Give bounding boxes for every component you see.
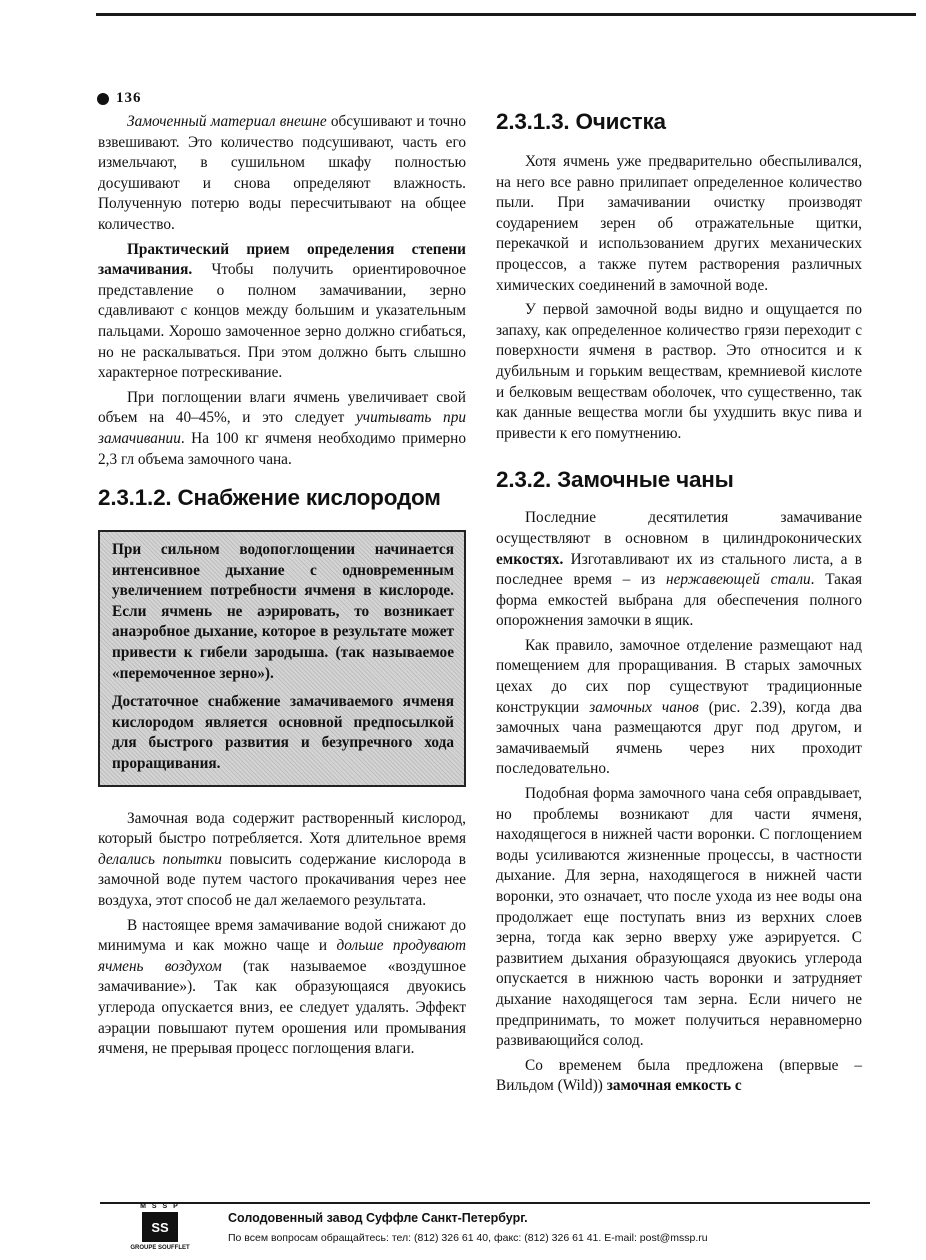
bold-term: замочная емкость с <box>606 1077 742 1095</box>
text: В настоящее время замачивание водой снижают до минимума и как можно чаще и <box>98 916 466 955</box>
paragraph <box>496 636 862 780</box>
paragraph <box>98 916 466 1060</box>
paragraph <box>98 112 466 236</box>
bold-term: емкостях. <box>496 550 564 568</box>
footer-company: Солодовенный завод Суффле Санкт-Петербург. <box>228 1211 528 1225</box>
box-paragraph: При сильном водопоглощении начинается интенсивное дыхание с одновременным увеличением потребности ячменя в кислороде. Если ячмень не аэрировать, то возникает анаэробное дыхание, которое в результате может привести к гибели зародыша. (так называемое «перемоченное зерно»). <box>112 541 454 682</box>
italic-text: нержавеющей стали <box>666 571 811 589</box>
logo-bottom-text: GROUPE SOUFFLET <box>130 1245 190 1251</box>
company-logo <box>118 1203 202 1257</box>
box-paragraph: Достаточное снабжение замачиваемого ячменя кислородом является основной предпосылкой для быстрого развития и безупречного хода проращивания. <box>112 693 454 773</box>
text: Последние десятилетия замачивание осуществляют в основном в цилиндроконических <box>496 509 862 547</box>
paragraph <box>98 388 466 470</box>
text: . Такая форма емкостей выбрана для обеспечения полного опорожнения замочки в ящик. <box>496 571 863 630</box>
text: Замочная вода содержит растворенный кислород, который быстро потребляется. Хотя длительное время <box>98 809 466 848</box>
italic-text: дольше продувают ячмень воздухом <box>98 937 467 975</box>
left-column <box>98 112 466 1064</box>
footer-contacts: По всем вопросам обращайтесь: тел: (812) 326 61 40, факс: (812) 326 61 41. E-mail: post@mssp.ru <box>228 1232 708 1244</box>
section-heading: 2.3.2. Замочные чаны <box>496 467 734 493</box>
text: (рис. 2.39), когда два замочных чана размещаются друг под другом, и замачиваемый ячмень через них проходит последовательно. <box>496 698 862 778</box>
page-number <box>97 90 142 107</box>
bold-term: Практический прием определения степени замачивания. <box>98 240 466 279</box>
text: обсушивают и точно взвешивают. Это количество подсушивают, часть его измельчают, в сушильном шкафу полностью досушивают и снова определяют влажность. Полученную потерю воды пересчитывают на общее количество. <box>98 113 466 233</box>
paragraph <box>496 508 862 632</box>
text: повысить содержание кислорода в замочной воде путем частого прокачивания через нее воздуха, этот способ не дал желаемого результата. <box>98 850 466 909</box>
paragraph <box>496 1056 862 1097</box>
text: (так называемое «воздушное замачивание»). Так как образующаяся двуокись углерода опускается вниз, ее следует удалять. Эффект аэрации повышают путем орошения или промывания ячменя, не прерывая процесс поглощения влаги. <box>98 957 466 1058</box>
paragraph: Хотя ячмень уже предварительно обеспыливался, на него все равно прилипает определенное количество пыли. При замачивании очистку производят соударением зерен об отражательные щитки, перекачкой и использованием других механических процессов, а также путем растворения различных химических соединений в замочной воде. <box>496 153 862 294</box>
page-number-text: 136 <box>116 90 142 106</box>
text: Чтобы получить ориентировочное представление о полном замачивании, зерно сдавливают с концов между большим и указательным пальцами. Хорошо замоченное зерно должно сгибаться, но не раскалываться. При этом должно быть слышно характерное потрескивание. <box>98 261 466 382</box>
text: Со временем была предложена (впервые – Вильдом (Wild)) <box>496 1056 862 1095</box>
italic-text: замочных чанов <box>589 698 699 716</box>
text: . На 100 кг ячменя необходимо примерно 2,3 гл объема замочного чана. <box>98 429 466 468</box>
text: Изготавливают их из стального листа, а в последнее время – из <box>496 550 862 589</box>
text: Как правило, замочное отделение размещают над помещением для проращивания. В старых замочных цехах до сих пор существуют традиционные конструкции <box>496 636 862 716</box>
highlight-box <box>98 530 466 787</box>
italic-text: делались попытки <box>98 850 222 868</box>
paragraph <box>98 240 466 384</box>
logo-top-text: M S S P <box>140 1203 180 1210</box>
text: При поглощении влаги ячмень увеличивает свой объем на 40–45%, и это следует <box>98 388 466 427</box>
italic-text: учитывать при замачивании <box>98 409 466 447</box>
footer-rule <box>100 1202 870 1204</box>
logo-mark-icon: SS <box>142 1212 178 1242</box>
section-heading: 2.3.1.2. Снабжение кислородом <box>98 485 441 511</box>
italic-text: Замоченный материал внешне <box>127 113 327 130</box>
paragraph: У первой замочной воды видно и ощущается по запаху, как определенное количество грязи переходит с поверхности ячменя в раствор. Это относится и к дубильным и горьким веществам, кремниевой кислоте и белковым веществам оболочек, что существенно, так как данные вещества могли бы ухудшить вкус пива и привести к его помутнению. <box>496 301 862 442</box>
right-column <box>496 108 862 1101</box>
paragraph <box>98 809 466 912</box>
top-rule <box>96 13 916 16</box>
paragraph: Подобная форма замочного чана себя оправдывает, но проблемы возникают для части ячменя, находящегося в нижней части воронки. С поглощением воды усиливаются жизненные процессы, в частности дыхание. Для зерна, находящегося в нижней части воронки, это означает, что после ухода из нее воды она продолжает еще поступать вниз из верхних слоев зерна, тогда как зерно вверху уже аэрируется. С развитием дыхания образующаяся двуокись углерода опускается в нижнюю часть воронки и затрудняет дыхание находящегося там зерна. Если ничего не предпринимать, то может получиться неравномерно развивающийся солод. <box>496 785 862 1050</box>
bullet-icon <box>97 93 109 105</box>
section-heading: 2.3.1.3. Очистка <box>496 109 666 134</box>
